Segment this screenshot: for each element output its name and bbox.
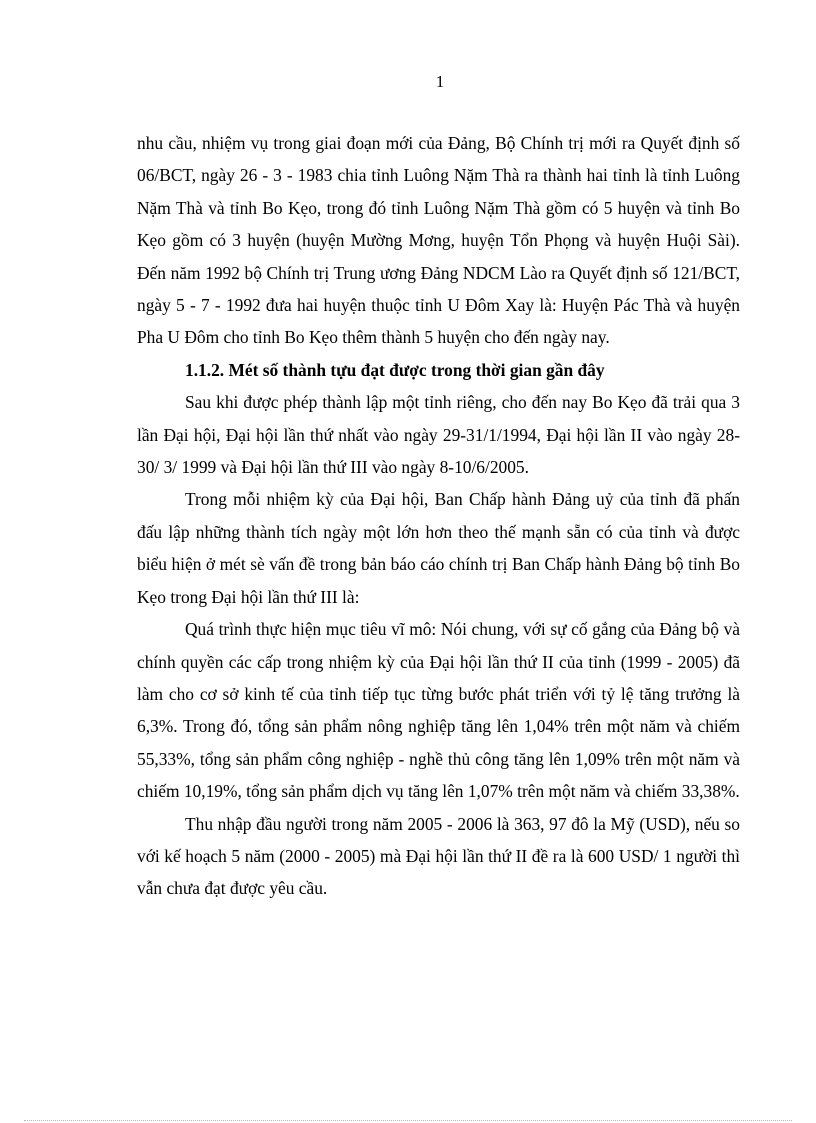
section-heading: 1.1.2. Mét số thành tựu đạt được trong thời gian gần đây	[185, 359, 605, 380]
paragraph-income: Thu nhập đầu người trong năm 2005 - 2006 là 363, 97 đô la Mỹ (USD), nếu so với kế hoạch 5 năm (2000 - 2005) mà Đại hội lần thứ II đề ra là 600 USD/ 1 người thì vẫn chưa đạt được yêu cầu.	[137, 813, 740, 899]
paragraph-macro-goals: Quá trình thực hiện mục tiêu vĩ mô: Nói chung, với sự cố gắng của Đảng bộ và chính quyền các cấp trong nhiệm kỳ của Đại hội lần thứ II của tỉnh (1999 - 2005) đã làm cho cơ sở kinh tế của tỉnh tiếp tục từng bước phát triển với tỷ lệ tăng trưởng là 6,3%. Trong đó, tổng sản phẩm nông nghiệp tăng lên 1,04% trên một năm và chiếm 55,33%, tổng sản phẩm công nghiệp - nghề thủ công tăng lên 1,09% trên một năm và chiếm 10,19%, tổng sản phẩm dịch vụ tăng lên 1,07% trên một năm và chiếm 33,38%.	[137, 619, 740, 802]
continuation-paragraph: nhu cầu, nhiệm vụ trong giai đoạn mới của Đảng, Bộ Chính trị mới ra Quyết định số 06/BCT, ngày 26 - 3 - 1983 chia tỉnh Luông Nặm Thà ra thành hai tỉnh là tỉnh Luông Nặm Thà và tỉnh Bo Kẹo, trong đó tỉnh Luông Nặm Thà gồm có 5 huyện và tỉnh Bo Kẹo gồm có 3 huyện (huyện Mường Mơng, huyện Tổn Phọng và huyện Huội Sài). Đến năm 1992 bộ Chính trị Trung ương Đảng NDCM Lào ra Quyết định số 121/BCT, ngày 5 - 7 - 1992 đưa hai huyện thuộc tỉnh U Đôm Xay là: Huyện Pác Thà và huyện Pha U Đôm cho tỉnh Bo Kẹo thêm thành 5 huyện cho đến ngày nay.	[137, 133, 740, 348]
page-bottom-divider	[24, 1120, 792, 1121]
paragraph-achievements-intro: Trong mỗi nhiệm kỳ của Đại hội, Ban Chấp hành Đảng uỷ của tỉnh đã phấn đấu lập những thành tích ngày một lớn hơn theo thế mạnh sẵn có của tỉnh và được biểu hiện ở mét sè vấn đề trong bản báo cáo chính trị Ban Chấp hành Đảng bộ tỉnh Bo Kẹo trong Đại hội lần thứ III là:	[137, 489, 740, 607]
page-number: 1	[435, 72, 445, 91]
document-body	[137, 127, 740, 905]
paragraph-congress-history: Sau khi được phép thành lập một tỉnh riêng, cho đến nay Bo Kẹo đã trải qua 3 lần Đại hội, Đại hội lần thứ nhất vào ngày 29-31/1/1994, Đại hội lần II vào ngày 28-30/ 3/ 1999 và Đại hội lần thứ III vào ngày 8-10/6/2005.	[137, 392, 740, 478]
